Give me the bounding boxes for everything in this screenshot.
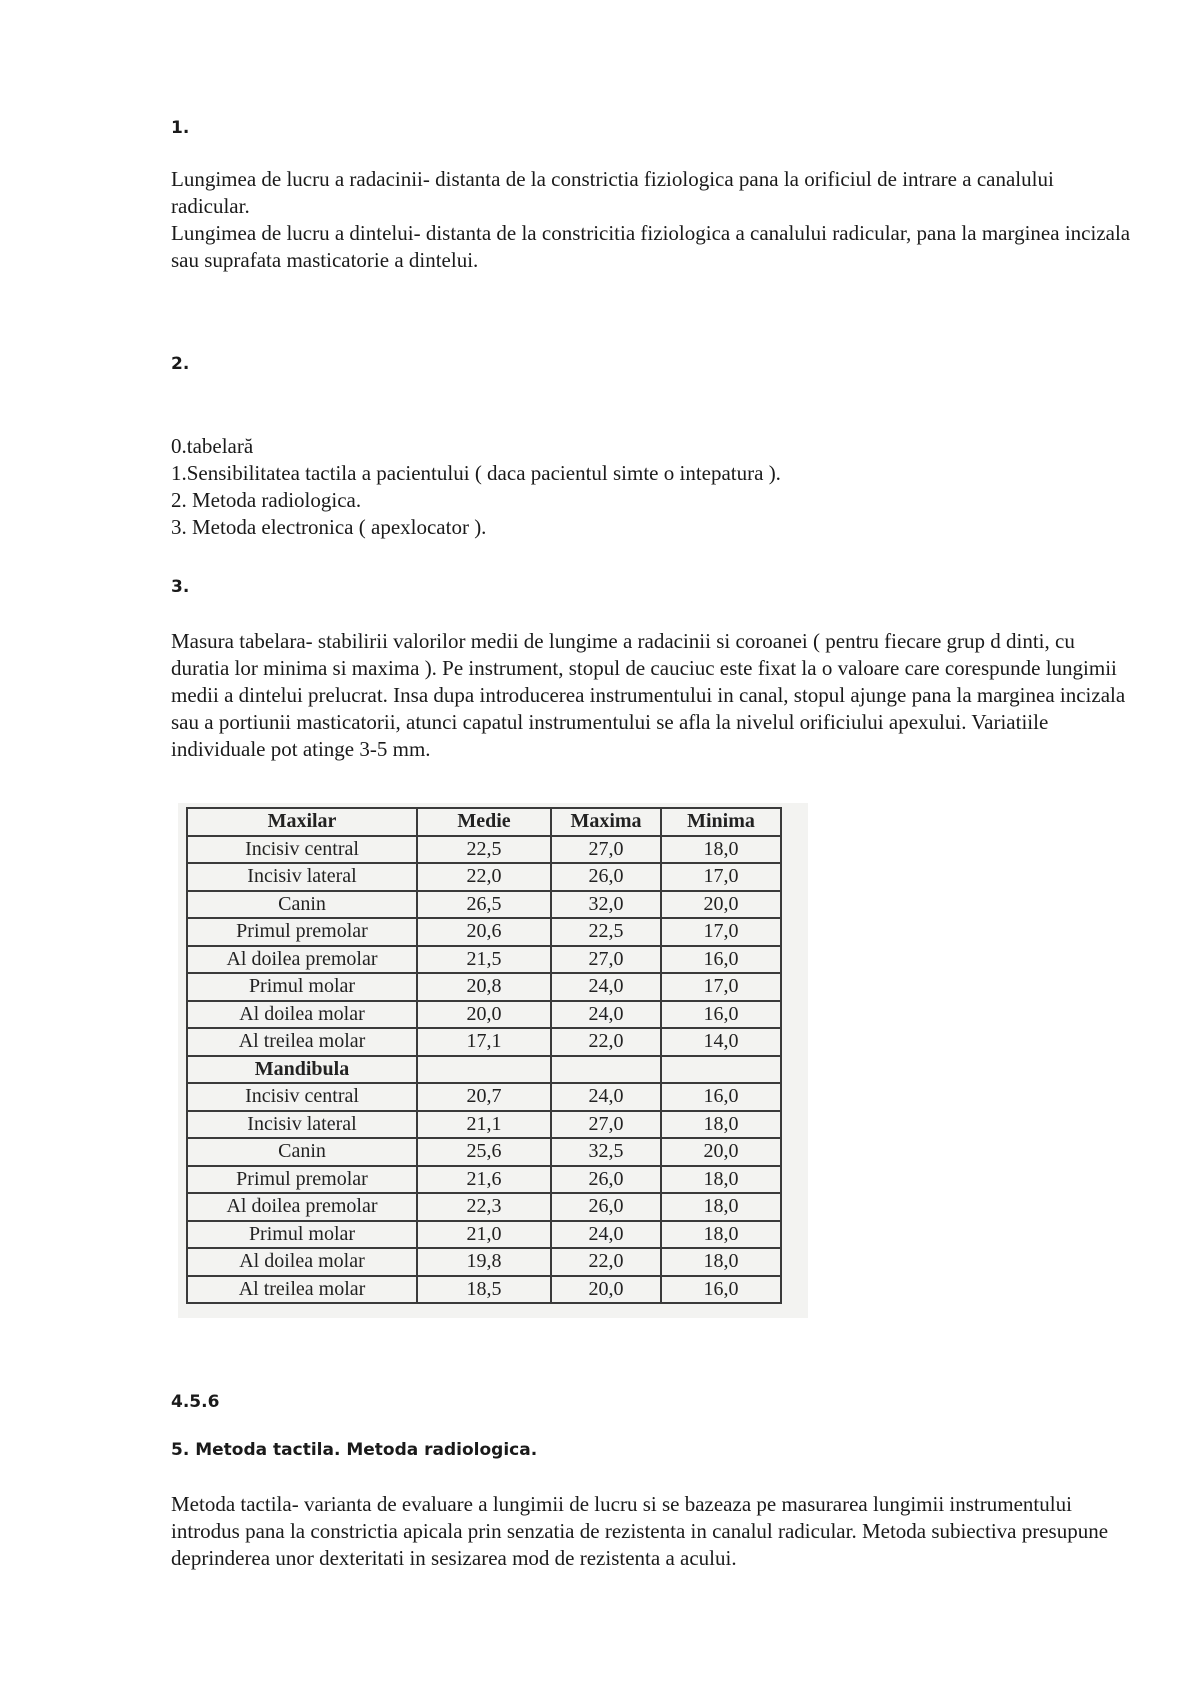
cell-maxima: 27,0 [551,836,661,864]
cell-maxima: 26,0 [551,1193,661,1221]
cell-maxima: 22,0 [551,1028,661,1056]
cell-maxima: 22,5 [551,918,661,946]
section-2-list [171,433,1131,541]
table-header-row [187,808,781,836]
table-row [187,1001,781,1029]
cell-maxima: 22,0 [551,1248,661,1276]
cell-medie: 17,1 [417,1028,551,1056]
cell-maxima: 32,5 [551,1138,661,1166]
cell-maxima: 24,0 [551,1083,661,1111]
cell-maxima: 32,0 [551,891,661,919]
header-maxilar: Maxilar [187,808,417,836]
cell-medie: 20,8 [417,973,551,1001]
list-item: 3. Metoda electronica ( apexlocator ). [171,515,487,539]
section-1-body [171,166,1131,274]
cell-tooth: Al doilea premolar [187,1193,417,1221]
cell-medie: 20,0 [417,1001,551,1029]
section-label-mandibula: Mandibula [187,1056,417,1084]
table-section-row [187,1056,781,1084]
cell-minima: 16,0 [661,946,781,974]
cell-minima: 16,0 [661,1083,781,1111]
tooth-length-table [186,807,782,1304]
list-item: 2. Metoda radiologica. [171,488,362,512]
section-5-body [171,1491,1131,1572]
cell-tooth: Al treilea molar [187,1028,417,1056]
table-row [187,946,781,974]
cell-minima: 17,0 [661,863,781,891]
tabular-method-paragraph: Masura tabelara- stabilirii valorilor medii de lungime a radacinii si coroanei ( pentru fiecare grup d dinti, cu duratia lor minima si maxima ). Pe instrument, stopul de cauciuc este fixat la o valoare care corespunde lungimii medii a dintelui prelucrat. Insa dupa introducerea instrumentului in canal, stopul ajunge pana la marginea incizala sau a portiunii masticatorii, atunci capatul instrumentului se afla la nivelul orificiului apexului. Variatiile individuale pot atinge 3-5 mm. [171,629,1126,761]
cell-medie: 26,5 [417,891,551,919]
cell-tooth: Al doilea premolar [187,946,417,974]
cell-tooth: Al doilea molar [187,1001,417,1029]
cell-maxima: 26,0 [551,1166,661,1194]
section-5-subheading: 5. Metoda tactila. Metoda radiologica. [171,1440,538,1460]
cell-maxima: 26,0 [551,863,661,891]
table-row [187,1248,781,1276]
table-row [187,973,781,1001]
table-row [187,891,781,919]
cell-tooth: Primul premolar [187,918,417,946]
cell-tooth: Incisiv central [187,836,417,864]
list-item: 1.Sensibilitatea tactila a pacientului ( daca pacientul simte o intepatura ). [171,461,781,485]
section-2-number: 2. [171,354,190,374]
empty-cell [661,1056,781,1084]
cell-tooth: Canin [187,891,417,919]
cell-minima: 18,0 [661,1221,781,1249]
cell-medie: 22,5 [417,836,551,864]
table-row [187,1166,781,1194]
cell-medie: 21,0 [417,1221,551,1249]
cell-minima: 18,0 [661,1111,781,1139]
cell-minima: 17,0 [661,918,781,946]
cell-tooth: Primul molar [187,1221,417,1249]
section-3-number: 3. [171,577,190,597]
cell-minima: 18,0 [661,1193,781,1221]
tooth-length-table-image [178,803,808,1318]
cell-tooth: Al treilea molar [187,1276,417,1304]
header-minima: Minima [661,808,781,836]
cell-maxima: 24,0 [551,973,661,1001]
cell-minima: 16,0 [661,1276,781,1304]
definition-tooth-length: Lungimea de lucru a dintelui- distanta de la constricitia fiziologica a canalului radicular, pana la marginea incizala sau suprafata masticatorie a dintelui. [171,221,1131,272]
cell-maxima: 24,0 [551,1001,661,1029]
cell-tooth: Incisiv lateral [187,1111,417,1139]
empty-cell [417,1056,551,1084]
cell-tooth: Primul molar [187,973,417,1001]
cell-tooth: Canin [187,1138,417,1166]
table-row [187,1221,781,1249]
cell-tooth: Al doilea molar [187,1248,417,1276]
cell-maxima: 24,0 [551,1221,661,1249]
cell-tooth: Primul premolar [187,1166,417,1194]
section-1-number: 1. [171,118,190,138]
tactile-method-paragraph: Metoda tactila- varianta de evaluare a lungimii de lucru si se bazeaza pe masurarea lungimii instrumentului introdus pana la constrictia apicala prin senzatia de rezistenta in canalul radicular. Metoda subiectiva presupune deprinderea unor dexteritati in sesizarea mod de rezistenta a acului. [171,1492,1109,1570]
cell-minima: 18,0 [661,836,781,864]
empty-cell [551,1056,661,1084]
table-row [187,836,781,864]
section-3-body [171,628,1131,763]
list-item: 0.tabelară [171,434,254,458]
cell-medie: 18,5 [417,1276,551,1304]
cell-maxima: 27,0 [551,1111,661,1139]
cell-minima: 18,0 [661,1166,781,1194]
cell-maxima: 20,0 [551,1276,661,1304]
cell-minima: 16,0 [661,1001,781,1029]
definition-root-length: Lungimea de lucru a radacinii- distanta de la constrictia fiziologica pana la orificiul de intrare a canalului radicular. [171,167,1054,218]
table-row [187,1276,781,1304]
section-4-number: 4.5.6 [171,1392,220,1412]
table-row [187,1111,781,1139]
cell-maxima: 27,0 [551,946,661,974]
cell-minima: 18,0 [661,1248,781,1276]
cell-medie: 20,7 [417,1083,551,1111]
header-maxima: Maxima [551,808,661,836]
table-row [187,1028,781,1056]
cell-minima: 14,0 [661,1028,781,1056]
cell-medie: 25,6 [417,1138,551,1166]
table-row [187,1138,781,1166]
table-row [187,1193,781,1221]
cell-minima: 20,0 [661,891,781,919]
cell-medie: 20,6 [417,918,551,946]
cell-tooth: Incisiv central [187,1083,417,1111]
cell-medie: 19,8 [417,1248,551,1276]
table-row [187,918,781,946]
cell-medie: 21,1 [417,1111,551,1139]
table-row [187,1083,781,1111]
cell-minima: 20,0 [661,1138,781,1166]
table-row [187,863,781,891]
cell-medie: 22,3 [417,1193,551,1221]
cell-tooth: Incisiv lateral [187,863,417,891]
cell-minima: 17,0 [661,973,781,1001]
header-medie: Medie [417,808,551,836]
table-body [187,836,781,1304]
cell-medie: 22,0 [417,863,551,891]
cell-medie: 21,6 [417,1166,551,1194]
cell-medie: 21,5 [417,946,551,974]
